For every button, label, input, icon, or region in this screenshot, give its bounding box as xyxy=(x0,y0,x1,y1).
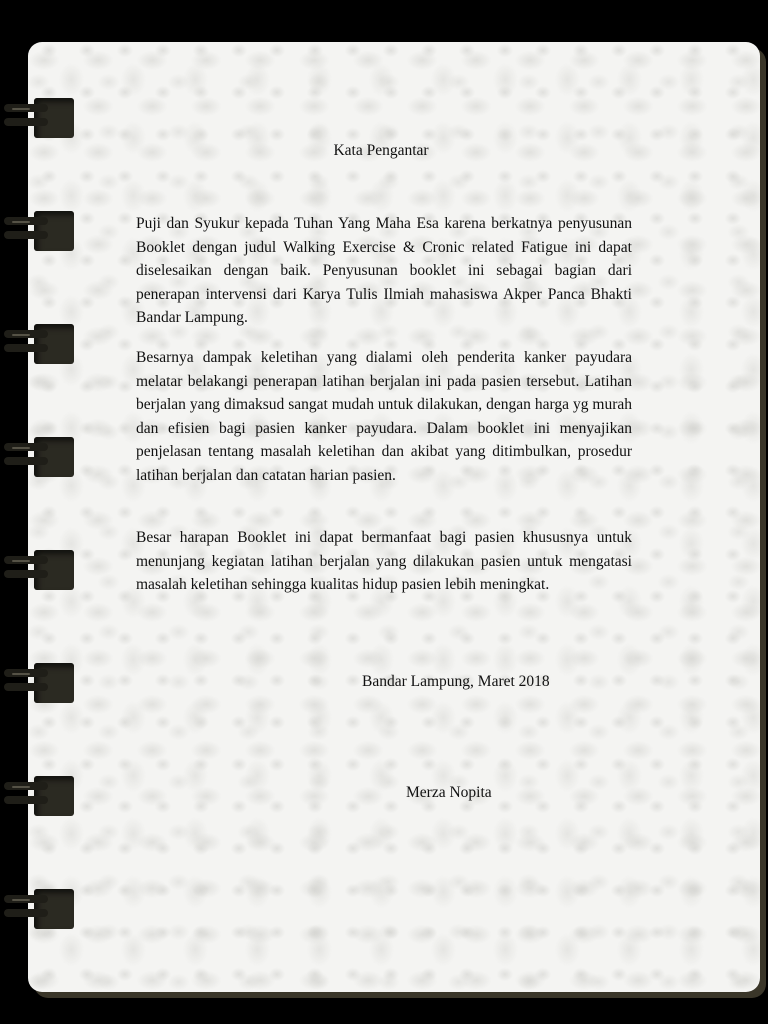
place-date: Bandar Lampung, Maret 2018 xyxy=(362,673,550,690)
page-title: Kata Pengantar xyxy=(333,142,429,159)
paragraph-1: Puji dan Syukur kepada Tuhan Yang Maha Esa karena berkatnya penyusunan Booklet dengan judul Walking Exercise & Cronic related Fatigue ini dapat diselesaikan dengan baik. Penyusunan booklet ini sebagai bagian dari penerapan intervensi dari Karya Tulis Ilmiah mahasiswa Akper Panca Bhakti Bandar Lampung. xyxy=(136,215,632,326)
author-name: Merza Nopita xyxy=(406,784,492,801)
paragraph-3: Besar harapan Booklet ini dapat bermanfaat bagi pasien khususnya untuk menunjang kegiatan latihan berjalan yang dilakukan pasien untuk mengatasi masalah keletihan sehingga kualitas hidup pasien lebih meningkat. xyxy=(136,529,632,593)
paragraph-2: Besarnya dampak keletihan yang dialami oleh penderita kanker payudara melatar belakangi penerapan latihan berjalan ini pada pasien tersebut. Latihan berjalan yang dimaksud sangat mudah untuk dilakukan, dengan harga yg murah dan efisien bagi pasien kanker payudara. Dalam booklet ini menyajikan penjelasan tentang masalah keletihan dan akibat yang ditimbulkan, prosedur latihan berjalan dan catatan harian pasien. xyxy=(136,349,632,484)
